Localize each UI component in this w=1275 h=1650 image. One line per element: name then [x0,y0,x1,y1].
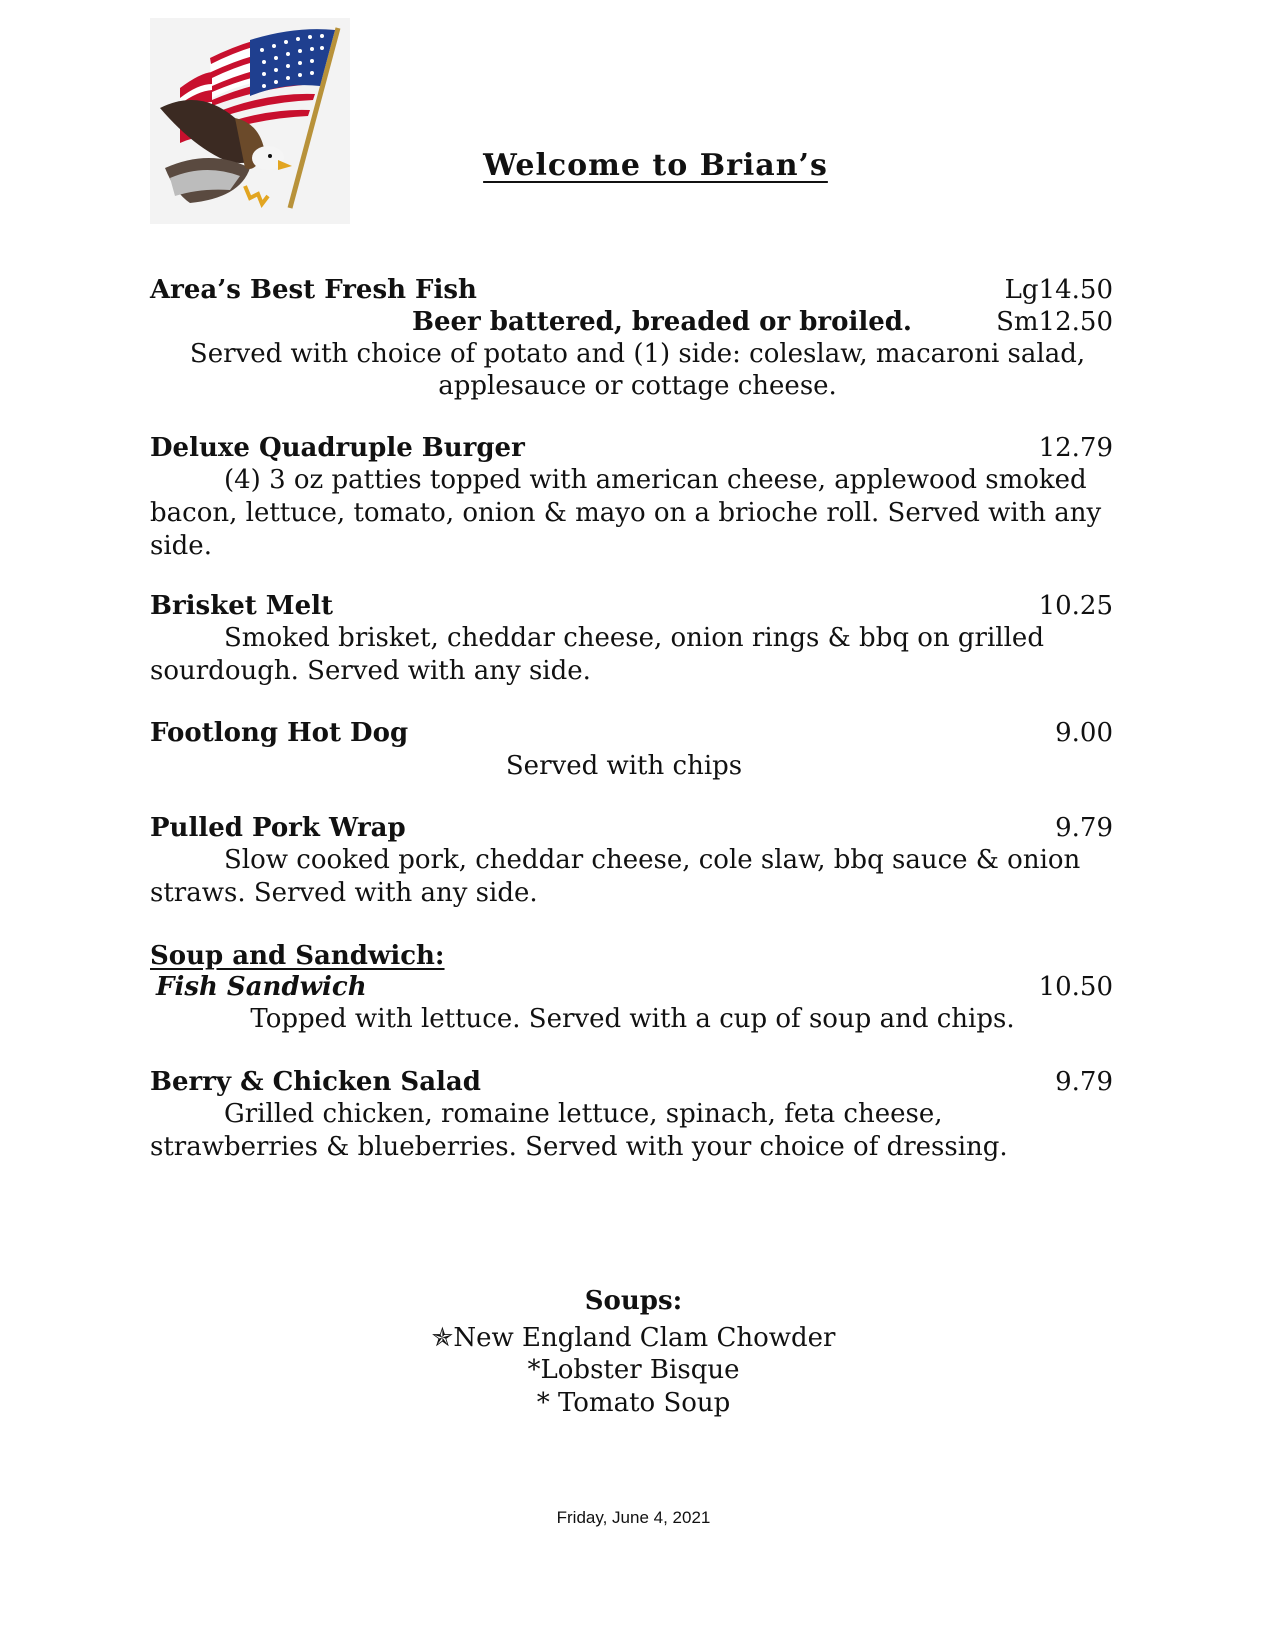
item-price-large: Lg14.50 [1004,275,1113,305]
item-description: Grilled chicken, romaine lettuce, spinach, feta cheese, strawberries & blueberries. Served with your choice of dressing. [150,1099,1008,1162]
item-subtitle-fresh-fish: Beer battered, breaded or broiled. [412,307,912,337]
item-description: (4) 3 oz patties topped with american cheese, applewood smoked bacon, lettuce, tomato, onion & mayo on a brioche roll. Served with any side. [150,465,1102,561]
item-name-hot-dog: Footlong Hot Dog [150,718,409,748]
soup-item: * Tomato Soup [536,1388,731,1418]
item-description: Served with chips [505,751,743,781]
item-price: 9.79 [1055,1067,1113,1097]
item-name-burger: Deluxe Quadruple Burger [150,433,525,463]
item-description-line: Served with choice of potato and (1) side: coleslaw, macaroni salad, [189,339,1086,369]
page-title: Welcome to Brian’s [483,148,828,183]
item-description-line: applesauce or cottage cheese. [438,371,837,401]
item-name-berry-chicken-salad: Berry & Chicken Salad [150,1067,481,1097]
footer-date: Friday, June 4, 2021 [556,1508,711,1527]
item-name-fresh-fish: Area’s Best Fresh Fish [150,275,477,305]
item-price: 12.79 [1038,433,1113,463]
section-heading-soup-sandwich: Soup and Sandwich: [150,941,445,971]
item-name-pulled-pork-wrap: Pulled Pork Wrap [150,813,406,843]
item-price-small: Sm12.50 [996,307,1113,337]
item-price: 10.50 [1038,972,1113,1002]
item-price: 9.00 [1055,718,1113,748]
item-price: 10.25 [1038,591,1113,621]
item-description: Slow cooked pork, cheddar cheese, cole slaw, bbq sauce & onion straws. Served with any side. [150,845,1081,908]
item-price: 9.79 [1055,813,1113,843]
item-description: Topped with lettuce. Served with a cup of soup and chips. [250,1004,1015,1034]
eagle-flag-logo [150,18,350,224]
soups-heading: Soups: [584,1286,683,1316]
item-name-brisket-melt: Brisket Melt [150,591,334,621]
soup-item: ✯New England Clam Chowder [431,1323,836,1353]
item-name-fish-sandwich: Fish Sandwich [156,972,367,1002]
soup-item: *Lobster Bisque [527,1355,740,1385]
item-description: Smoked brisket, cheddar cheese, onion rings & bbq on grilled sourdough. Served with any side. [150,623,1044,686]
